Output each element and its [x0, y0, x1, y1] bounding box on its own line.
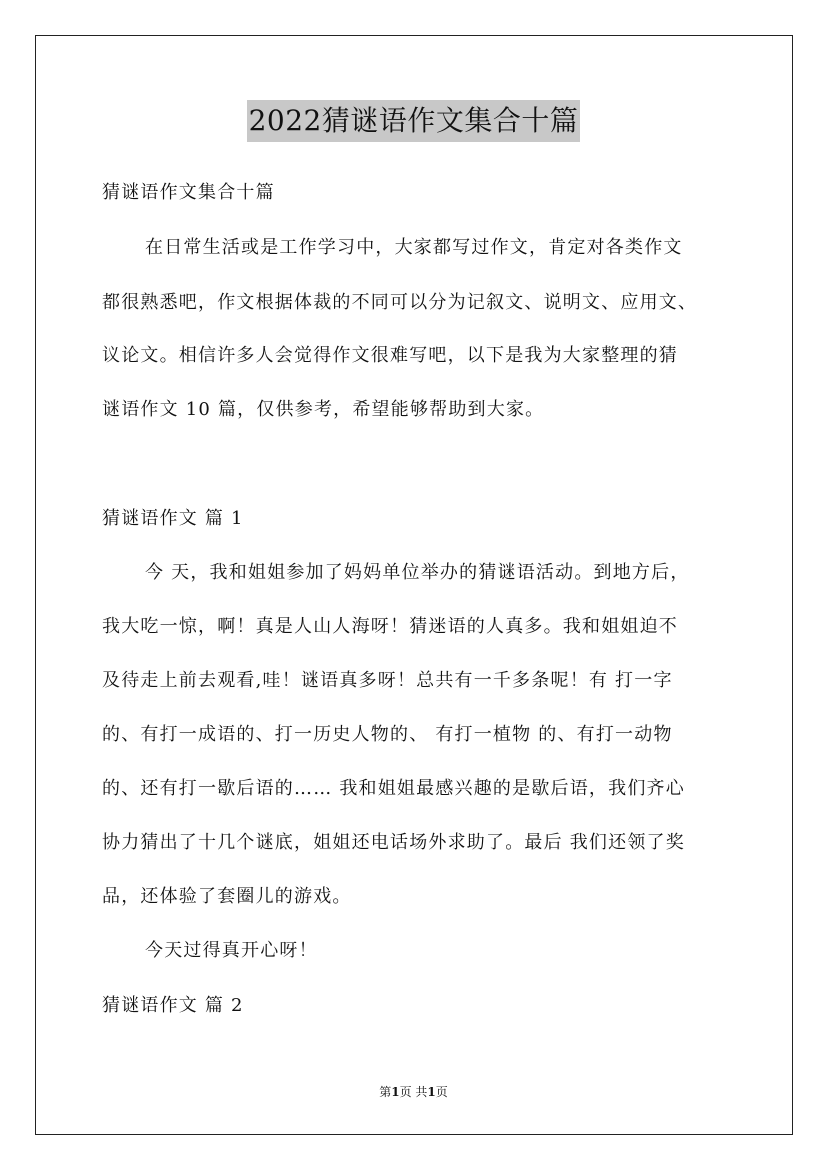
- section1-line: 品，还体验了套圈儿的游戏。: [102, 886, 352, 907]
- section1-line: 我大吃一惊，啊！真是人山人海呀！猜迷语的人真多。我和姐姐迫不: [102, 616, 678, 637]
- intro-line: 都很熟悉吧，作文根据体裁的不同可以分为记叙文、说明文、应用文、: [102, 292, 698, 313]
- page-footer: [0, 1083, 827, 1101]
- title-container: [0, 100, 827, 142]
- section1-closing: 今天过得真开心呀！: [145, 940, 318, 961]
- intro-line: 谜语作文 10 篇，仅供参考，希望能够帮助到大家。: [102, 399, 545, 420]
- section1-line: 及待走上前去观看,哇！谜语真多呀！总共有一千多条呢！有 打一字: [102, 670, 673, 691]
- footer-page-current: 1: [391, 1085, 400, 1099]
- section-heading: 猜谜语作文 篇 2: [102, 995, 244, 1016]
- section1-line: 的、还有打一歇后语的…… 我和姐姐最感兴趣的是歇后语，我们齐心: [102, 778, 685, 799]
- intro-line: 在日常生活或是工作学习中，大家都写过作文，肯定对各类作文: [145, 237, 683, 258]
- document-title: 2022猜谜语作文集合十篇: [247, 100, 581, 142]
- section1-line: 今 天，我和姐姐参加了妈妈单位举办的猜谜语活动。到地方后，: [145, 562, 690, 583]
- intro-line: 议论文。相信许多人会觉得作文很难写吧，以下是我为大家整理的猜: [102, 345, 678, 366]
- footer-page-suffix: 页: [435, 1085, 448, 1099]
- footer-page-total: 1: [427, 1085, 436, 1099]
- footer-page-mid: 页 共: [399, 1085, 428, 1099]
- footer-page-prefix: 第: [379, 1085, 392, 1099]
- document-subtitle: 猜谜语作文集合十篇: [102, 182, 275, 203]
- section-heading: 猜谜语作文 篇 1: [102, 508, 244, 529]
- section1-line: 协力猜出了十几个谜底，姐姐还电话场外求助了。最后 我们还领了奖: [102, 832, 685, 853]
- section1-line: 的、有打一成语的、打一历史人物的、 有打一植物 的、有打一动物: [102, 724, 673, 745]
